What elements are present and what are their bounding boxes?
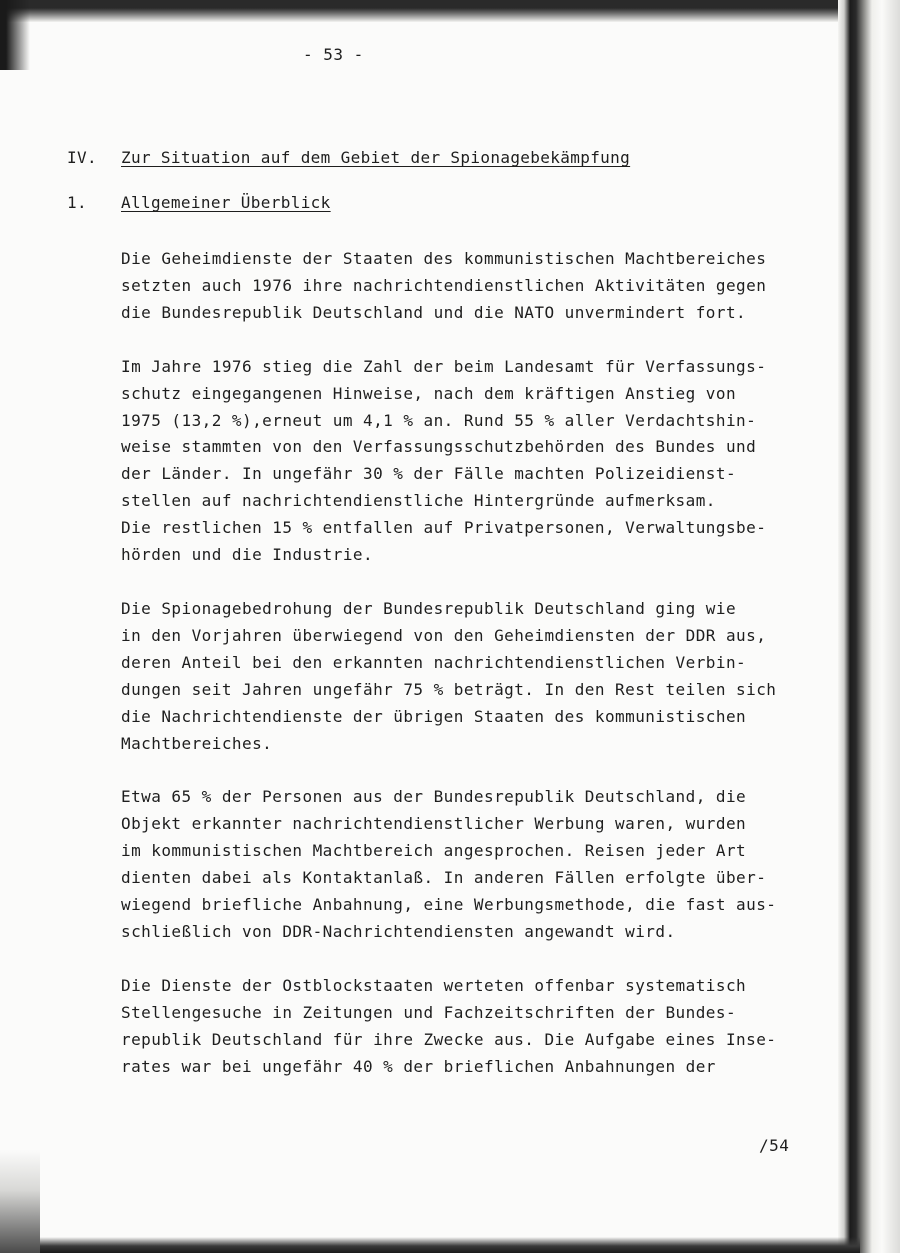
text-line: dienten dabei als Kontaktanlaß. In anderen Fällen erfolgte über- [121,868,767,888]
text-line: die Nachrichtendienste der übrigen Staaten des kommunistischen [121,706,747,726]
text-line: Die restlichen 15 % entfallen auf Privatpersonen, Verwaltungsbe- [121,518,767,538]
text-line: Die Dienste der Ostblockstaaten werteten offenbar systematisch [121,975,747,995]
text-line: weise stammten von den Verfassungsschutzbehörden des Bundes und [121,437,757,457]
paragraph [121,784,821,945]
paragraph [121,246,821,327]
text-line: wiegend briefliche Anbahnung, eine Werbungsmethode, die fast aus- [121,895,777,915]
text-line: im kommunistischen Machtbereich angesprochen. Reisen jeder Art [121,841,747,861]
text-line: Die Geheimdienste der Staaten des kommunistischen Machtbereiches [121,249,767,268]
text-line: Objekt erkannter nachrichtendienstlicher Werbung waren, wurden [121,814,747,834]
section-number: IV. [67,148,97,167]
page-number: - 53 - [303,45,364,64]
text-line: der Länder. In ungefähr 30 % der Fälle machten Polizeidienst- [121,464,737,484]
body-text [121,246,821,1107]
scan-edge-right [838,0,900,1253]
text-line: in den Vorjahren überwiegend von den Geheimdiensten der DDR aus, [121,625,767,645]
paragraph [121,354,821,569]
text-line: hörden und die Industrie. [121,545,374,565]
subsection-number: 1. [67,193,87,212]
text-line: die Bundesrepublik Deutschland und die NATO unvermindert fort. [121,302,747,322]
text-line: schutz eingegangenen Hinweise, nach dem kräftigen Anstieg von [121,383,737,403]
text-line: dungen seit Jahren ungefähr 75 % beträgt. In den Rest teilen sich [121,679,777,699]
section-heading [67,148,630,167]
subsection-heading [67,193,331,212]
text-line: deren Anteil bei den erkannten nachrichtendienstlichen Verbin- [121,652,747,672]
text-line: Machtbereiches. [121,733,273,753]
section-title: Zur Situation auf dem Gebiet der Spionagebekämpfung [121,148,631,167]
subsection-title: Allgemeiner Überblick [121,193,331,212]
text-line: Etwa 65 % der Personen aus der Bundesrepublik Deutschland, die [121,787,747,807]
scan-edge-top [0,0,870,22]
text-line: rates war bei ungefähr 40 % der brieflichen Anbahnungen der [121,1056,716,1076]
paragraph [121,973,821,1081]
scan-edge-left-bottom [0,1150,40,1253]
text-line: Die Spionagebedrohung der Bundesrepublik Deutschland ging wie [121,598,737,618]
paragraph [121,596,821,757]
scan-edge-corner [0,0,30,70]
text-line: schließlich von DDR-Nachrichtendiensten angewandt wird. [121,921,676,941]
text-line: republik Deutschland für ihre Zwecke aus. Die Aufgabe eines Inse- [121,1029,777,1049]
text-line: 1975 (13,2 %),erneut um 4,1 % an. Rund 55 % aller Verdachtshin- [121,410,757,430]
text-line: Im Jahre 1976 stieg die Zahl der beim Landesamt für Verfassungs- [121,356,767,376]
text-line: stellen auf nachrichtendienstliche Hintergründe aufmerksam. [121,491,716,511]
text-line: setzten auch 1976 ihre nachrichtendienstlichen Aktivitäten gegen [121,275,767,295]
next-page-reference: /54 [759,1136,790,1155]
text-line: Stellengesuche in Zeitungen und Fachzeitschriften der Bundes- [121,1002,737,1022]
scan-edge-bottom [30,1237,860,1253]
